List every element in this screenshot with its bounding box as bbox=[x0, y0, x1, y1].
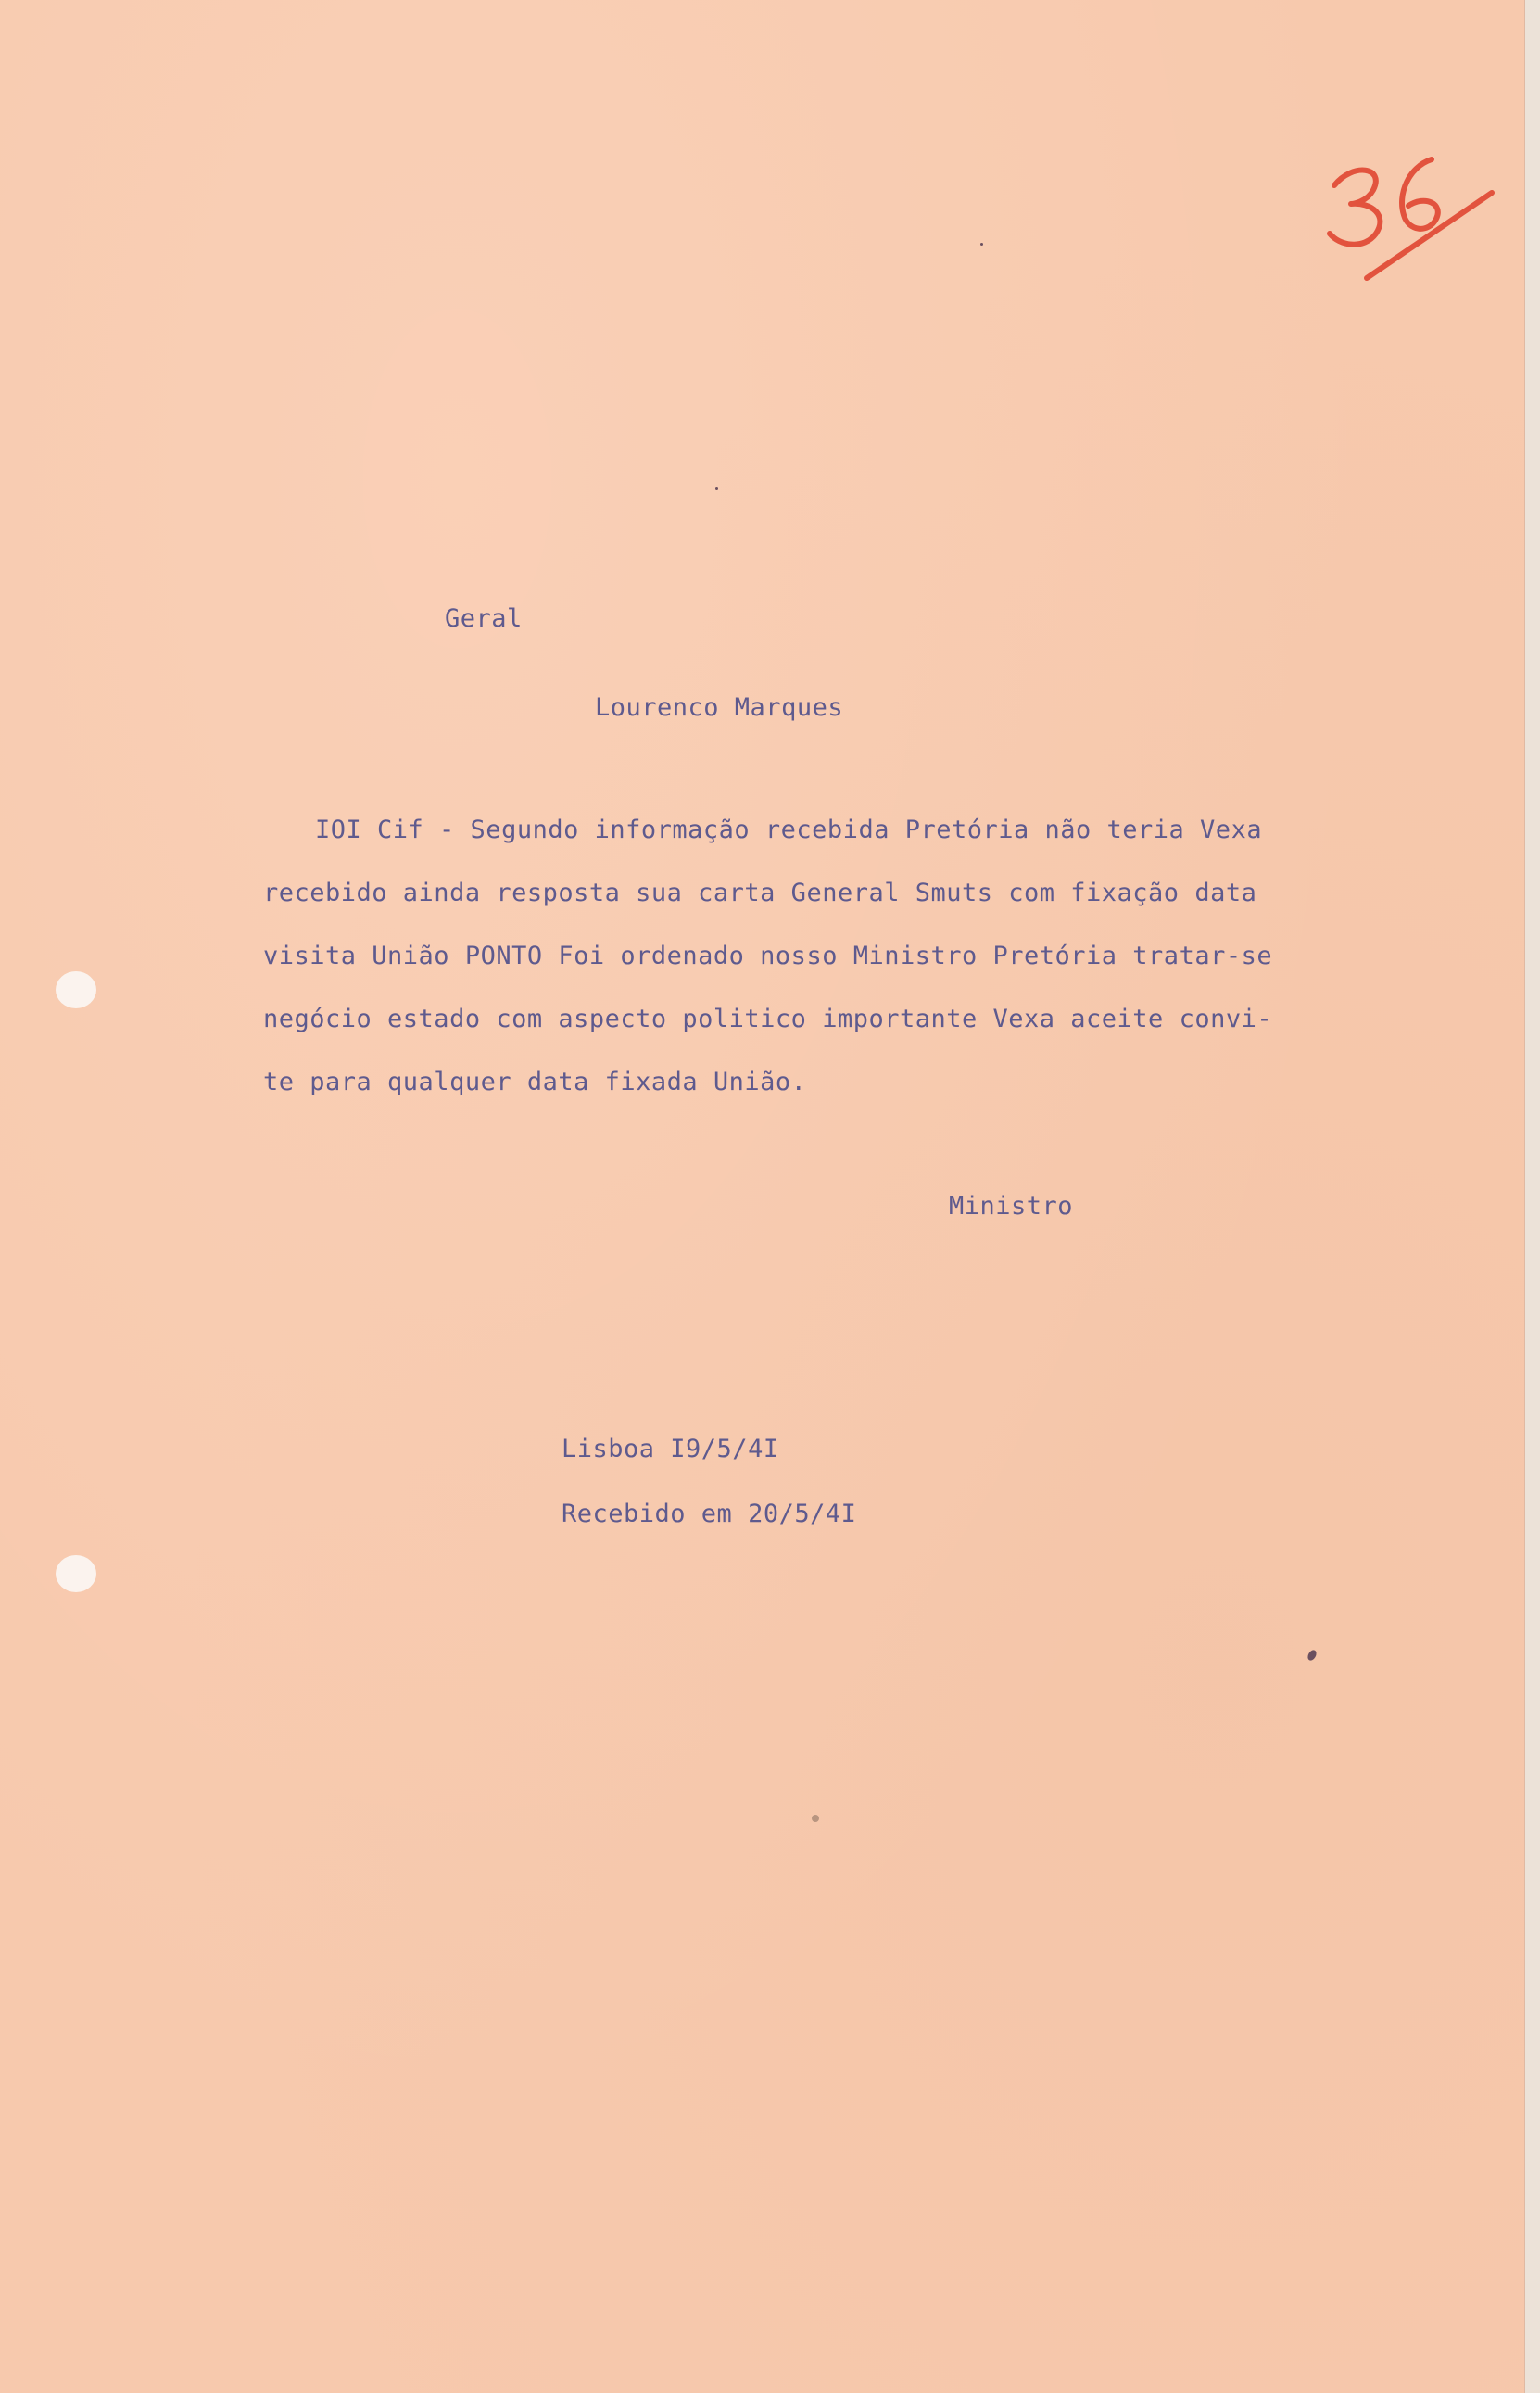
punch-hole-lower bbox=[56, 1555, 96, 1592]
place-date: Lisboa I9/5/4I bbox=[562, 1435, 779, 1463]
ink-speck bbox=[812, 1815, 819, 1822]
page-edge bbox=[1524, 0, 1540, 2393]
signature: Ministro bbox=[949, 1192, 1074, 1221]
body-line: te para qualquer data fixada União. bbox=[263, 1068, 807, 1096]
body-line: visita União PONTO Foi ordenado nosso Ministro Pretória tratar-se bbox=[263, 942, 1273, 970]
punch-hole-upper bbox=[56, 971, 96, 1008]
received-date: Recebido em 20/5/4I bbox=[562, 1500, 857, 1528]
folio-number-handwritten bbox=[1316, 148, 1520, 297]
body-line: negócio estado com aspecto politico importante Vexa aceite convi- bbox=[263, 1005, 1273, 1033]
destination: Lourenco Marques bbox=[595, 693, 844, 722]
body-line: recebido ainda resposta sua carta General Smuts com fixação data bbox=[263, 879, 1257, 907]
ink-speck bbox=[715, 487, 718, 490]
ink-speck bbox=[980, 243, 983, 246]
salutation: Geral bbox=[445, 604, 523, 633]
body-line: IOI Cif - Segundo informação recebida Pretória não teria Vexa bbox=[315, 816, 1263, 844]
